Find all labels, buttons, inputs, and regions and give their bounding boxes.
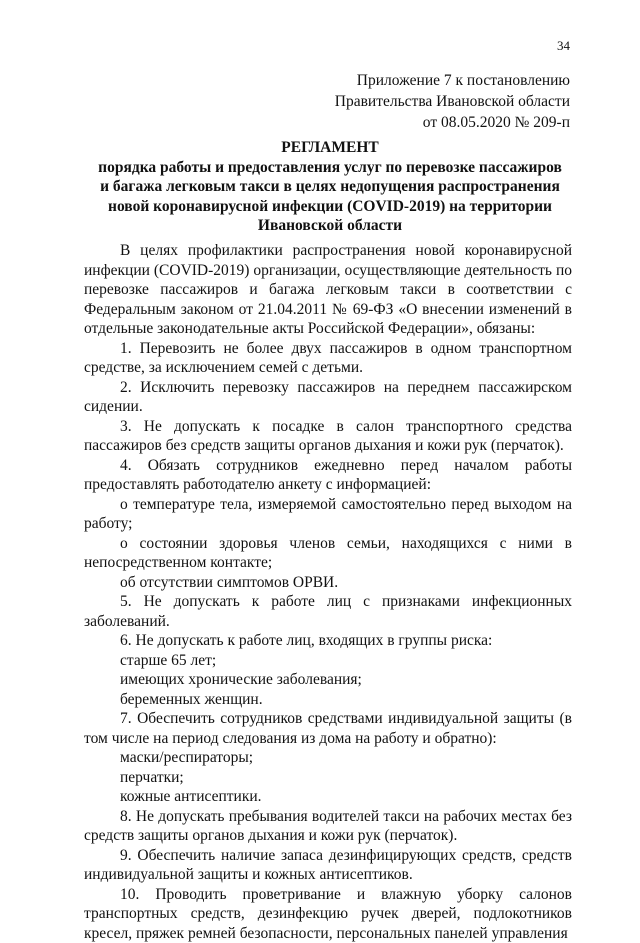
appendix-line: от 08.05.2020 № 209-п (335, 112, 570, 133)
sub-item: маски/респираторы; (84, 748, 572, 768)
document-body (84, 241, 572, 943)
intro-paragraph: В целях профилактики распространения новой коронавирусной инфекции (COVID-2019) организации, осуществляющие деятельность по перевозке пассажиров и багажа легковым такси в соответствии с Федеральным законом от 21.04.2011 № 69-ФЗ «О внесении изменений в отдельные законодательные акты Российской Федерации», обязаны: (84, 241, 572, 339)
list-item: 9. Обеспечить наличие запаса дезинфицирующих средств, средств индивидуальной защиты и кожных антисептиков. (84, 846, 572, 885)
appendix-line: Приложение 7 к постановлению (335, 70, 570, 91)
list-item: 2. Исключить перевозку пассажиров на переднем пассажирском сидении. (84, 378, 572, 417)
title-line: Ивановской области (95, 216, 565, 236)
list-item: 8. Не допускать пребывания водителей такси на рабочих местах без средств защиты органов дыхания и кожи рук (перчаток). (84, 807, 572, 846)
sub-item: перчатки; (84, 768, 572, 788)
list-item: 7. Обеспечить сотрудников средствами индивидуальной защиты (в том числе на период следования из дома на работу и обратно): (84, 709, 572, 748)
sub-item: об отсутствии симптомов ОРВИ. (84, 573, 572, 593)
list-item: 4. Обязать сотрудников ежедневно перед началом работы предоставлять работодателю анкету с информацией: (84, 456, 572, 495)
title-heading: РЕГЛАМЕНТ (95, 138, 565, 158)
title-line: порядка работы и предоставления услуг по перевозке пассажиров (95, 158, 565, 178)
list-item: 6. Не допускать к работе лиц, входящих в группы риска: (84, 631, 572, 651)
title-line: новой коронавирусной инфекции (COVID-2019) на территории (95, 197, 565, 217)
title-line: и багажа легковым такси в целях недопущения распространения (95, 177, 565, 197)
document-title (95, 138, 565, 236)
appendix-line: Правительства Ивановской области (335, 91, 570, 112)
list-item: 5. Не допускать к работе лиц с признаками инфекционных заболеваний. (84, 592, 572, 631)
list-item: 1. Перевозить не более двух пассажиров в одном транспортном средстве, за исключением семей с детьми. (84, 339, 572, 378)
appendix-header (335, 70, 570, 133)
list-item: 3. Не допускать к посадке в салон транспортного средства пассажиров без средств защиты органов дыхания и кожи рук (перчаток). (84, 417, 572, 456)
sub-item: о состоянии здоровья членов семьи, находящихся с ними в непосредственном контакте; (84, 534, 572, 573)
sub-item: о температуре тела, измеряемой самостоятельно перед выходом на работу; (84, 495, 572, 534)
page-number: 34 (557, 38, 570, 54)
sub-item: кожные антисептики. (84, 787, 572, 807)
list-item: 10. Проводить проветривание и влажную уборку салонов транспортных средств, дезинфекцию ручек дверей, подлокотников кресел, пряжек ремней безопасности, персональных панелей управления (84, 885, 572, 943)
sub-item: имеющих хронические заболевания; (84, 670, 572, 690)
sub-item: беременных женщин. (84, 690, 572, 710)
sub-item: старше 65 лет; (84, 651, 572, 671)
